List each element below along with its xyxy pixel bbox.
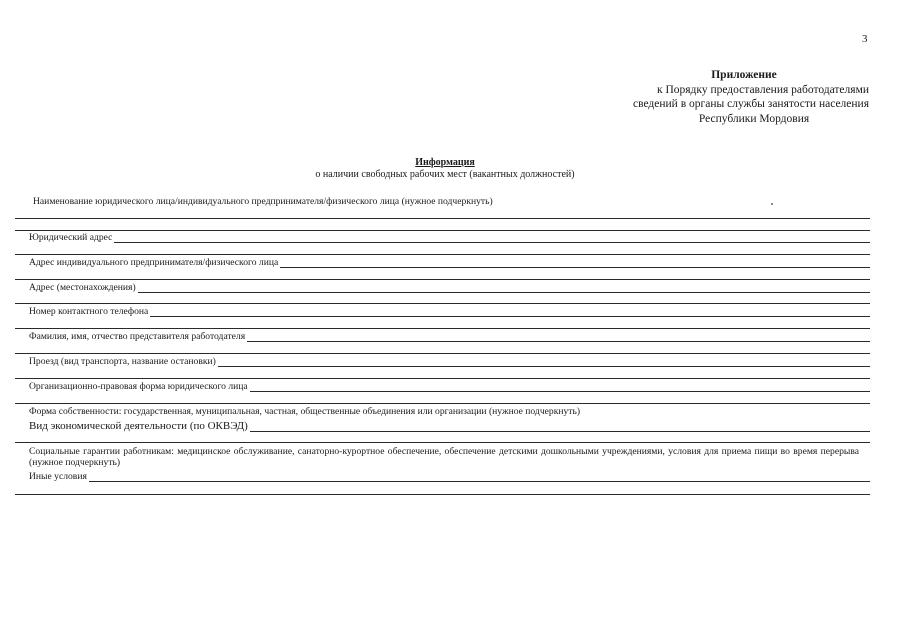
field-okved (29, 420, 870, 432)
field-input-representative[interactable] (247, 333, 870, 342)
appendix-block (549, 68, 869, 126)
field-line-location-address-2[interactable] (15, 303, 870, 304)
field-input-transport[interactable] (218, 358, 870, 367)
field-label-ip-address: Адрес индивидуального предпринимателя/физического лица (29, 257, 279, 268)
field-line-ip-address-2[interactable] (15, 279, 870, 280)
appendix-line-1: к Порядку предоставления работодателями (656, 83, 869, 96)
field-transport (29, 356, 870, 367)
field-line-okved-2[interactable] (15, 442, 870, 443)
field-label-other: Иные условия (29, 471, 87, 482)
field-input-phone[interactable] (150, 308, 870, 317)
field-label-name: Наименование юридического лица/индивидуального предпринимателя/физического лица (нужное подчеркнуть) (33, 196, 493, 207)
field-input-ip-address[interactable] (280, 259, 870, 268)
field-label-legal-address: Юридический адрес (29, 232, 113, 243)
scan-speck (771, 203, 773, 205)
field-line-transport-2[interactable] (15, 378, 870, 379)
field-line-phone-2[interactable] (15, 328, 870, 329)
field-input-legal-address[interactable] (114, 234, 870, 243)
document-title: Информация (415, 157, 475, 168)
field-label-social: Социальные гарантии работникам: медицинское обслуживание, санаторно-курортное обеспечение, обеспечение детскими дошкольными учреждениями, условия для приема пищи во время перерыва (нужное подчеркнуть) (29, 446, 859, 468)
appendix-line-2: сведений в органы службы занятости населения (633, 98, 869, 110)
field-legal-address (29, 232, 870, 243)
field-other (29, 471, 870, 482)
field-label-okved: Вид экономической деятельности (по ОКВЭД) (29, 420, 248, 432)
document-subtitle: о наличии свободных рабочих мест (вакантных должностей) (315, 169, 575, 180)
field-label-legal-form: Организационно-правовая форма юридического лица (29, 381, 248, 392)
field-line-legal-address-2[interactable] (15, 254, 870, 255)
field-input-okved[interactable] (250, 423, 870, 432)
field-input-legal-form[interactable] (250, 383, 870, 392)
field-line-other-2[interactable] (15, 494, 870, 495)
field-label-ownership: Форма собственности: государственная, муниципальная, частная, общественные объединения или организации (нужное подчеркнуть) (29, 406, 581, 417)
field-input-location-address[interactable] (138, 284, 870, 293)
field-label-location-address: Адрес (местонахождения) (29, 282, 136, 293)
field-phone (29, 306, 870, 317)
field-label-transport: Проезд (вид транспорта, название остановки) (29, 356, 216, 367)
field-label-representative: Фамилия, имя, отчество представителя работодателя (29, 331, 246, 342)
field-line-name-1[interactable] (15, 218, 870, 219)
field-input-other[interactable] (89, 473, 870, 482)
page-number: 3 (862, 33, 868, 45)
field-location-address (29, 282, 870, 293)
field-line-legal-form-2[interactable] (15, 403, 870, 404)
appendix-line-3: Республики Мордовия (698, 112, 810, 125)
field-legal-form (29, 381, 870, 392)
field-ip-address (29, 257, 870, 268)
document-heading (0, 157, 890, 181)
field-representative (29, 331, 870, 342)
field-line-name-2[interactable] (15, 230, 870, 231)
field-line-representative-2[interactable] (15, 353, 870, 354)
field-label-phone: Номер контактного телефона (29, 306, 149, 317)
appendix-title: Приложение (711, 69, 777, 81)
